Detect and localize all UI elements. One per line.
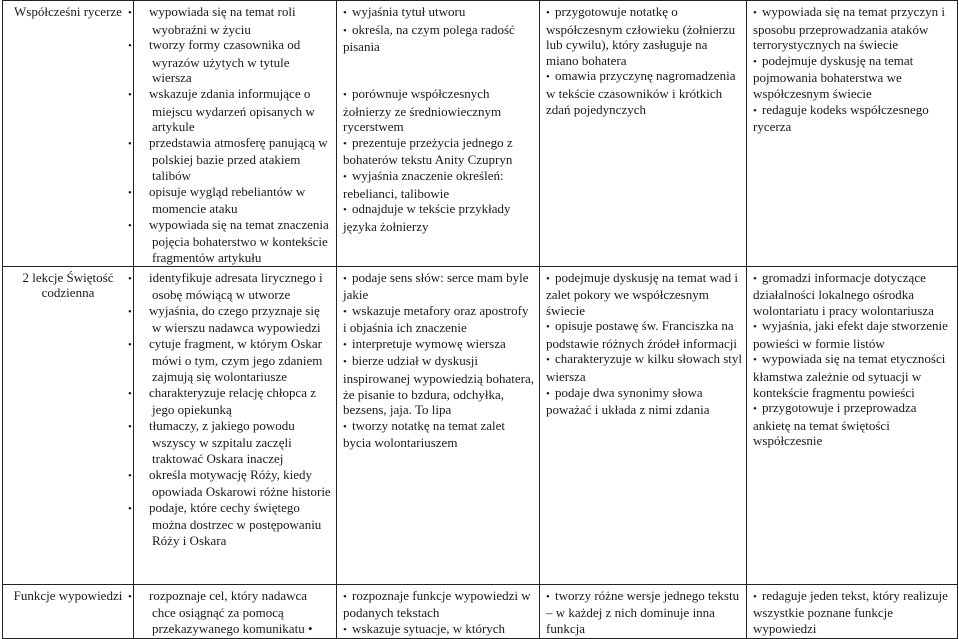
requirement-text: przygotowuje i przeprowadza ankietę na temat świętości współczesnie [753, 400, 917, 449]
bullet-icon: • [546, 7, 550, 19]
list-item [128, 37, 332, 86]
requirement-text: wyjaśnia tytuł utworu [352, 4, 466, 19]
requirement-cell-level-4 [747, 1, 958, 267]
requirement-text: tworzy różne wersje jednego tekstu – w każdej z nich dominuje inna funkcja [546, 587, 740, 636]
requirement-text: porównuje współczesnych żołnierzy ze średniowiecznym rycerstwem [343, 85, 502, 135]
requirement-cell-level-3 [540, 266, 747, 584]
requirement-text: gromadzi informacje dotyczące działalności lokalnego ośrodka wolontariatu i pracy wolontariusza [753, 269, 934, 318]
requirement-text: opisuje postawę św. Franciszka na podstawie różnych źródeł informacji [546, 318, 737, 351]
list-item [751, 53, 953, 102]
requirement-text: odnajduje w tekście przykłady języka żołnierzy [343, 201, 511, 234]
requirement-text: tworzy notatkę na temat zalet bycia wolontariuszem [343, 417, 506, 451]
bullet-icon: • [753, 403, 757, 416]
list-item [341, 588, 535, 621]
bullet-icon: • [343, 338, 347, 351]
list-item [128, 4, 332, 37]
requirement-list [341, 4, 535, 234]
bullet-icon: • [128, 88, 132, 101]
requirement-text: przygotowuje notatkę o współczesnym człowieku (żołnierzu lub cywilu), który zasługuje na miano bohatera [546, 4, 736, 68]
requirement-text: omawia przyczynę nagromadzenia w tekście czasowników i krótkich zdań pojedynczych [546, 68, 736, 117]
bullet-icon: • [343, 7, 347, 19]
bullet-icon: • [343, 305, 347, 318]
bullet-icon: • [546, 387, 550, 400]
requirement-list [341, 588, 535, 639]
requirement-cell-level-2 [337, 266, 540, 584]
list-item [751, 400, 953, 449]
list-item [751, 588, 953, 637]
bullet-icon: • [753, 321, 757, 334]
requirement-cell-level-2 [337, 584, 540, 639]
bullet-icon: • [343, 24, 347, 37]
lesson-title-cell [3, 1, 134, 267]
requirement-text: podaje, które cechy świętego można dostrzec w postępowaniu Róży i Oskara [149, 499, 322, 548]
list-item [341, 201, 535, 234]
requirement-text: interpretuje wymowę wiersza [352, 335, 506, 351]
requirement-list [544, 588, 742, 637]
list-item [544, 588, 742, 637]
bullet-icon: • [343, 88, 347, 101]
requirement-text: podaje sens słów: serce mam byle jakie [343, 269, 529, 303]
bullet-icon: • [128, 387, 132, 400]
bullet-icon: • [128, 272, 132, 285]
bullet-icon: • [753, 55, 757, 68]
requirement-list [128, 587, 332, 637]
requirement-text: tworzy formy czasownika od wyrazów użytych w tytule wiersza [149, 37, 301, 86]
bullet-icon: • [343, 170, 347, 183]
bullet-icon: • [128, 305, 132, 318]
bullet-icon: • [343, 356, 347, 369]
list-item [544, 385, 742, 418]
requirement-cell-level-3 [540, 1, 747, 267]
lesson-title-cell [3, 266, 134, 584]
requirement-list [751, 4, 953, 135]
bullet-icon: • [128, 219, 132, 232]
requirement-text: wyjaśnia, jaki efekt daje stworzenie powieści w formie listów [753, 318, 948, 351]
list-item [128, 335, 332, 385]
bullet-icon: • [128, 590, 132, 603]
list-item [341, 135, 535, 168]
requirement-cell-level-3 [540, 584, 747, 639]
list-item [341, 22, 535, 55]
list-item [751, 270, 953, 319]
list-item [751, 102, 953, 135]
list-item [544, 4, 742, 68]
requirement-text: określa motywację Róży, kiedy opowiada Oskarowi różne historie [149, 466, 331, 500]
requirement-text: cytuje fragment, w którym Oskar mówi o tym, czym jego zdaniem zajmują się wolontariusze [149, 335, 323, 385]
requirement-list [544, 270, 742, 418]
list-item [128, 269, 332, 303]
requirement-text: charakteryzuje w kilku słowach styl wiersza [546, 351, 742, 385]
bullet-icon: • [343, 420, 347, 433]
requirement-cell-level-1 [128, 266, 337, 584]
table-row [3, 266, 958, 584]
requirement-text: wskazuje metafory oraz apostrofy i objaśnia ich znaczenie [343, 302, 529, 336]
list-item [128, 466, 332, 500]
list-item [128, 302, 332, 336]
bullet-icon: • [546, 321, 550, 334]
requirement-text: prezentuje przeżycia jednego z bohaterów tekstu Anity Czupryn [343, 134, 513, 168]
bullet-icon: • [753, 590, 757, 603]
lesson-title-cell [3, 584, 134, 639]
requirement-text: wypowiada się na temat przyczyn i sposobu przeprowadzania ataków terrorystycznych na świecie [753, 4, 946, 53]
list-item [128, 417, 332, 467]
bullet-icon: • [753, 272, 757, 285]
requirement-list [751, 270, 953, 450]
bullet-icon: • [128, 420, 132, 433]
table-row [3, 584, 958, 639]
requirement-text: rozpoznaje funkcje wypowiedzi w podanych tekstach [343, 587, 531, 621]
requirement-list [544, 4, 742, 117]
requirement-text: tłumaczy, z jakiego powodu wszyscy w szpitalu zaczęli traktować Oskara inaczej [149, 417, 295, 467]
requirement-text: wskazuje zdania informujące o miejscu wydarzeń opisanych w artykule [149, 85, 315, 135]
requirement-text: bierze udział w dyskusji inspirowanej wypowiedzią bohatera, że pisanie to bzdura, odchyłka, bezsens, jaja. To lipa [343, 353, 534, 418]
list-item [341, 418, 535, 451]
bullet-icon: • [546, 354, 550, 367]
bullet-icon: • [343, 204, 347, 217]
list-item [128, 499, 332, 549]
list-item [128, 85, 332, 135]
requirement-text: wyjaśnia znaczenie określeń: rebelianci, talibowie [343, 167, 504, 201]
bullet-icon: • [128, 469, 132, 482]
list-item [544, 351, 742, 384]
requirement-cell-level-1 [128, 584, 337, 639]
bullet-icon: • [753, 354, 757, 367]
list-item [544, 68, 742, 117]
list-item [341, 168, 535, 201]
requirement-text: wypowiada się na temat etyczności kłamstwa zależnie od sytuacji w kontekście fragmentu powieści [753, 351, 946, 400]
list-item [751, 318, 953, 351]
list-item [341, 336, 535, 354]
requirement-text: podaje dwa synonimy słowa poważać i układa z nimi zdania [546, 384, 710, 418]
list-item [544, 270, 742, 319]
requirement-cell-level-1 [128, 1, 337, 267]
list-item [341, 86, 535, 135]
bullet-icon: • [546, 272, 550, 285]
bullet-icon: • [128, 502, 132, 515]
list-item [751, 351, 953, 400]
list-item [341, 55, 535, 71]
requirement-text: redaguje jeden tekst, który realizuje wszystkie poznane funkcje wypowiedzi [753, 587, 948, 636]
requirement-text: identyfikuje adresata lirycznego i osobę mówiącą w utworze [149, 269, 323, 303]
requirement-text: podejmuje dyskusję na temat wad i zalet pokory we współczesnym świecie [546, 269, 739, 318]
list-item [341, 621, 535, 639]
list-item [544, 318, 742, 351]
lesson-title: Współcześni rycerze [14, 4, 122, 19]
bullet-icon: • [753, 104, 757, 117]
list-item [341, 353, 535, 417]
bullet-icon: • [343, 590, 347, 603]
list-item [341, 4, 535, 22]
list-item [128, 384, 332, 418]
requirement-text: rozpoznaje cel, który nadawca chce osiągnąć za pomocą przekazywanego komunikatu • [149, 587, 313, 636]
bullet-icon: • [128, 137, 132, 150]
bullet-icon: • [753, 7, 757, 19]
bullet-icon: • [128, 338, 132, 351]
bullet-icon: • [128, 40, 132, 53]
requirement-cell-level-4 [747, 584, 958, 639]
bullet-icon: • [343, 137, 347, 150]
list-item [128, 183, 332, 217]
requirement-text: wypowiada się na temat znaczenia pojęcia bohaterstwo w kontekście fragmentów artykułu [149, 216, 329, 265]
list-item [341, 70, 535, 86]
requirement-text: przedstawia atmosferę panującą w polskiej bazie przed atakiem talibów [149, 134, 328, 183]
requirement-text: wypowiada się na temat roli wyobraźni w życiu [149, 4, 296, 37]
requirement-text: charakteryzuje relację chłopca z jego opiekunką [149, 384, 317, 418]
list-item [128, 134, 332, 184]
lesson-title: Funkcje wypowiedzi [13, 587, 123, 603]
bullet-icon: • [128, 186, 132, 199]
list-item [751, 4, 953, 53]
list-item [128, 587, 332, 637]
curriculum-table [2, 0, 958, 639]
bullet-icon: • [343, 623, 347, 636]
requirement-text: wskazuje sytuacje, w których [352, 620, 506, 636]
requirement-list [128, 269, 332, 549]
lesson-title: 2 lekcje Świętość codzienna [22, 269, 114, 301]
requirement-list [751, 588, 953, 637]
requirement-text: podejmuje dyskusję na temat pojmowania bohaterstwa we współczesnym świecie [753, 52, 914, 101]
list-item [341, 270, 535, 303]
requirement-text: redaguje kodeks współczesnego rycerza [753, 101, 929, 135]
requirement-text: określa, na czym polega radość pisania [343, 21, 515, 55]
bullet-icon: • [343, 272, 347, 285]
table-row [3, 1, 958, 267]
bullet-icon: • [128, 7, 132, 19]
requirement-cell-level-4 [747, 266, 958, 584]
requirement-text: wyjaśnia, do czego przyznaje się w wierszu nadawca wypowiedzi [149, 302, 321, 336]
requirement-list [341, 270, 535, 452]
requirement-text: opisuje wygląd rebeliantów w momencie ataku [149, 183, 306, 217]
requirement-list [128, 4, 332, 266]
table-body [3, 1, 958, 639]
list-item [341, 303, 535, 336]
requirement-cell-level-2 [337, 1, 540, 267]
bullet-icon: • [546, 71, 550, 84]
bullet-icon: • [546, 590, 550, 603]
list-item [128, 216, 332, 266]
